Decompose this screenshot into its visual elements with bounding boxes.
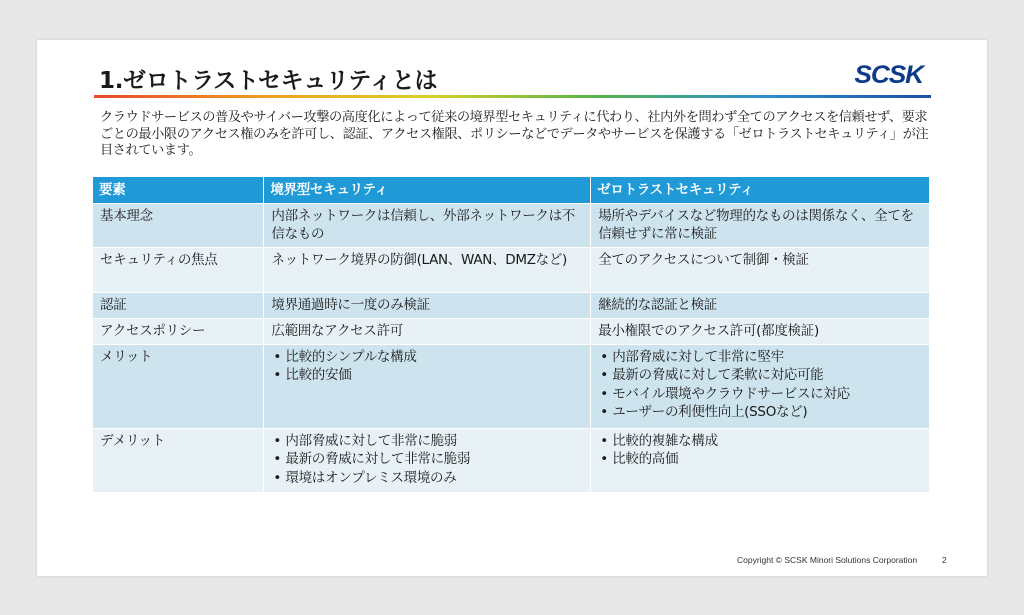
scsk-logo: SCSK — [854, 61, 924, 89]
table-header-row — [93, 177, 930, 203]
perimeter-cell — [264, 344, 591, 428]
comparison-table — [93, 177, 930, 492]
perimeter-merit-list — [271, 348, 584, 385]
table-row — [93, 344, 930, 428]
zero-trust-cell: 継続的な認証と検証 — [591, 292, 930, 318]
row-label: デメリット — [93, 428, 264, 492]
row-label: メリット — [93, 344, 264, 428]
header-perimeter-security: 境界型セキュリティ — [264, 177, 591, 203]
header-element: 要素 — [93, 177, 264, 203]
table-row — [93, 247, 930, 292]
intro-paragraph: クラウドサービスの普及やサイバー攻撃の高度化によって従来の境界型セキュリティに代わり、社内外を問わず全てのアクセスを信頼せず、要求ごとの最小限のアクセス権のみを許可し、認証、アクセス権限、ポリシーなどでデータやサービスを保護する「ゼロトラストセキュリティ」が注目されています。 — [100, 110, 929, 158]
perimeter-cell: 内部ネットワークは信頼し、外部ネットワークは不信なもの — [264, 203, 591, 247]
perimeter-demerit-list — [271, 432, 584, 488]
list-item: • 内部脅威に対して非常に堅牢 — [598, 348, 923, 367]
copyright-footer: Copyright © SCSK Minori Solutions Corporation — [737, 555, 918, 565]
list-item: • 環境はオンプレミス環境のみ — [271, 469, 584, 488]
table-row — [93, 318, 930, 344]
zero-trust-demerit-list — [598, 432, 923, 469]
perimeter-cell — [264, 428, 591, 492]
zero-trust-cell — [591, 428, 930, 492]
page-number: 2 — [942, 555, 947, 565]
list-item: • 最新の脅威に対して柔軟に対応可能 — [598, 366, 923, 385]
zero-trust-cell — [591, 344, 930, 428]
zero-trust-cell: 全てのアクセスについて制御・検証 — [591, 247, 930, 292]
perimeter-cell: ネットワーク境界の防御(LAN、WAN、DMZなど) — [264, 247, 591, 292]
perimeter-cell: 広範囲なアクセス許可 — [264, 318, 591, 344]
header-zero-trust-security: ゼロトラストセキュリティ — [591, 177, 930, 203]
list-item: • ユーザーの利便性向上(SSOなど) — [598, 403, 923, 422]
list-item: • 最新の脅威に対して非常に脆弱 — [271, 450, 584, 469]
row-label: アクセスポリシー — [93, 318, 264, 344]
title-gradient-rule — [94, 95, 931, 98]
zero-trust-merit-list — [598, 348, 923, 422]
perimeter-cell: 境界通過時に一度のみ検証 — [264, 292, 591, 318]
list-item: • 比較的複雑な構成 — [598, 432, 923, 451]
slide-title: 1.ゼロトラストセキュリティとは — [99, 68, 438, 94]
row-label: 基本理念 — [93, 203, 264, 247]
row-label: セキュリティの焦点 — [93, 247, 264, 292]
list-item: • 内部脅威に対して非常に脆弱 — [271, 432, 584, 451]
row-label: 認証 — [93, 292, 264, 318]
list-item: • モバイル環境やクラウドサービスに対応 — [598, 385, 923, 404]
table-row — [93, 428, 930, 492]
table-row — [93, 203, 930, 247]
table-row — [93, 292, 930, 318]
zero-trust-cell: 場所やデバイスなど物理的なものは関係なく、全てを信頼せずに常に検証 — [591, 203, 930, 247]
zero-trust-cell: 最小権限でのアクセス許可(都度検証) — [591, 318, 930, 344]
list-item: • 比較的高価 — [598, 450, 923, 469]
list-item: • 比較的安価 — [271, 366, 584, 385]
list-item: • 比較的シンプルな構成 — [271, 348, 584, 367]
slide — [37, 40, 987, 576]
